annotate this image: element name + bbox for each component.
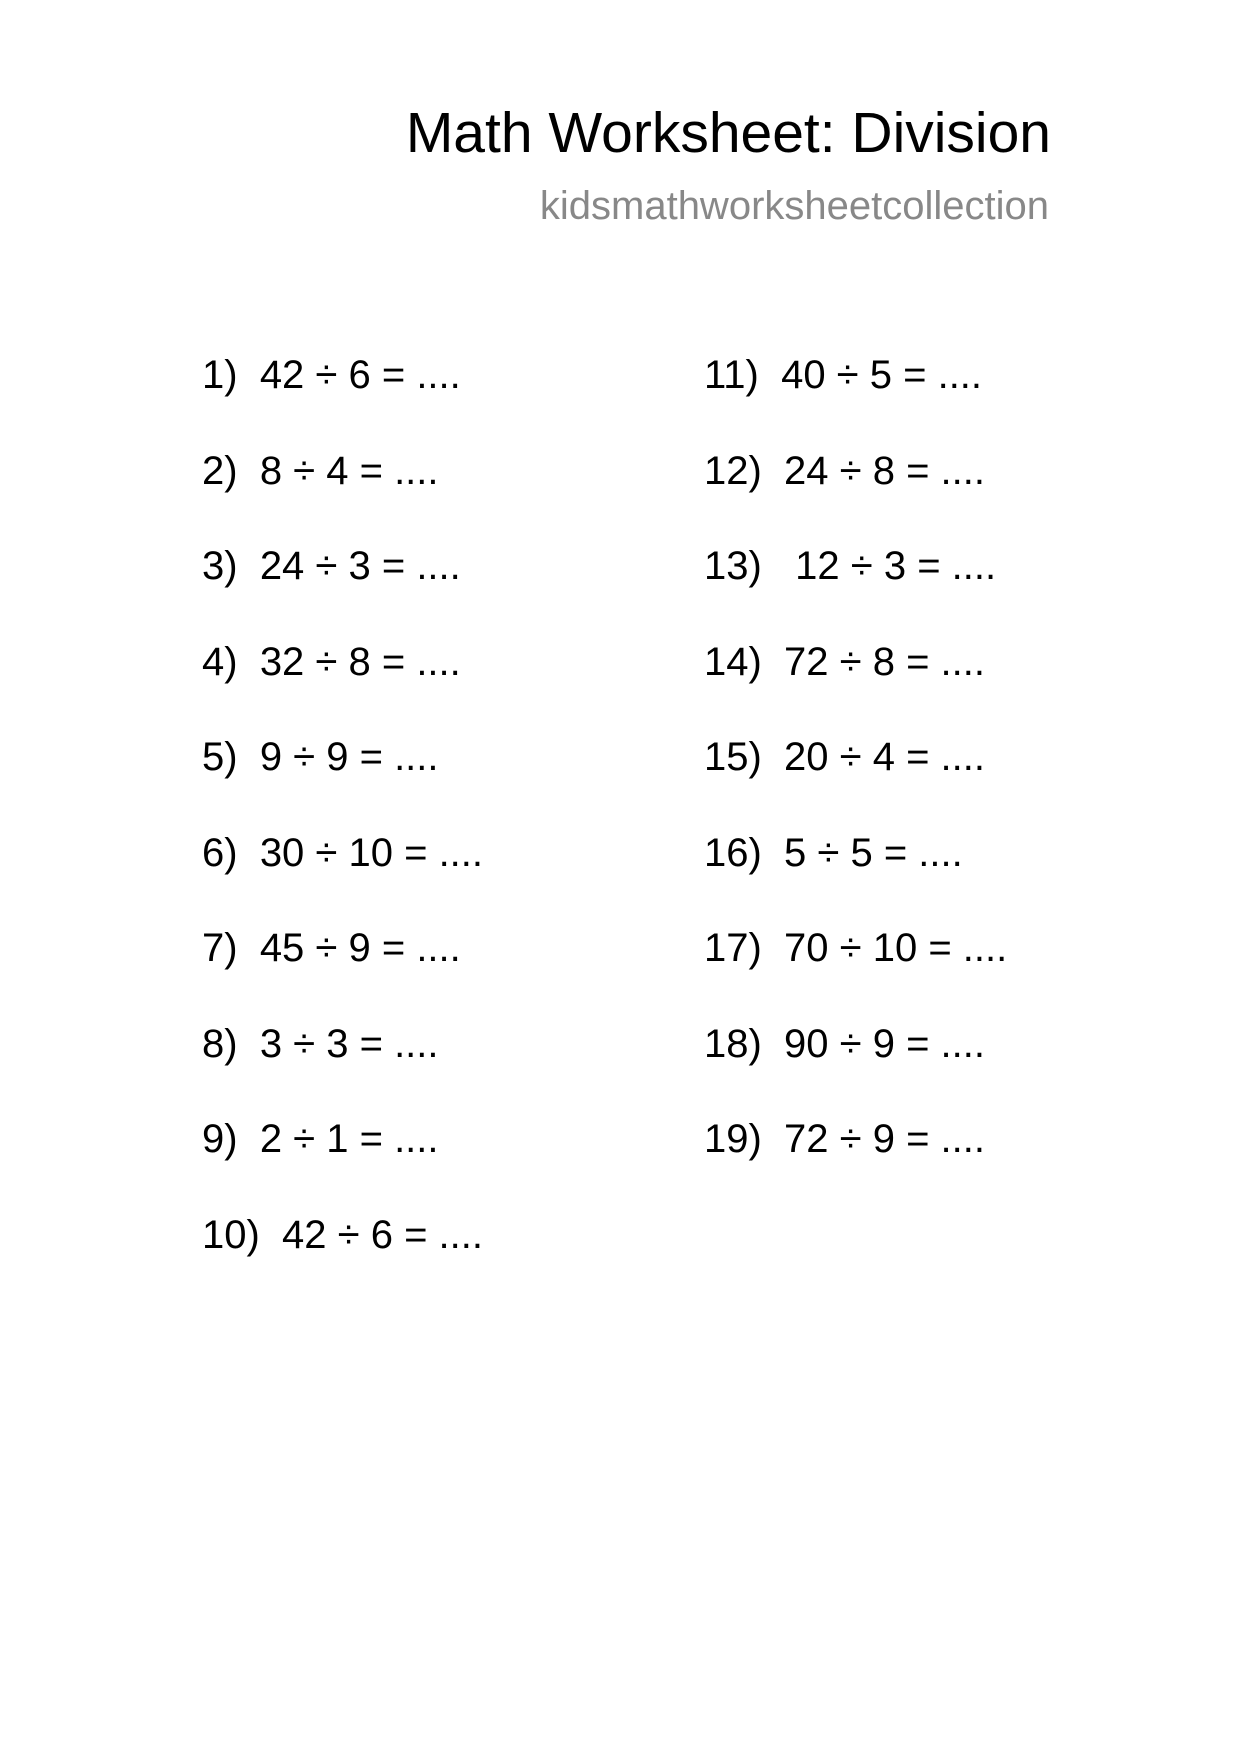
problem-expression: 20 ÷ 4 = ....	[784, 735, 986, 779]
problem-number: 7)	[202, 926, 238, 970]
problem-number: 17)	[704, 926, 762, 970]
problem-number: 9)	[202, 1117, 238, 1161]
problem-expression: 72 ÷ 9 = ....	[784, 1117, 986, 1161]
problem-item	[704, 1021, 1007, 1117]
problem-expression: 90 ÷ 9 = ....	[784, 1021, 986, 1066]
problem-expression: 70 ÷ 10 = ....	[784, 926, 1008, 970]
problem-expression: 12 ÷ 3 = ....	[784, 544, 997, 588]
problem-number: 14)	[704, 639, 762, 684]
problem-number: 13)	[704, 544, 762, 588]
problem-expression: 72 ÷ 8 = ....	[784, 639, 986, 684]
problem-number: 15)	[704, 735, 762, 779]
problem-item	[202, 352, 483, 448]
problem-number: 18)	[704, 1021, 762, 1066]
problem-expression: 3 ÷ 3 = ....	[259, 1021, 439, 1066]
problem-item	[202, 1116, 483, 1212]
problem-number: 8)	[202, 1021, 238, 1066]
problem-item	[704, 1116, 1007, 1212]
problem-number: 16)	[704, 830, 762, 875]
problem-expression: 45 ÷ 9 = ....	[259, 926, 461, 970]
problem-item	[202, 1212, 483, 1308]
problem-expression: 42 ÷ 6 = ....	[282, 1212, 484, 1257]
problem-number: 12)	[704, 448, 762, 493]
problem-expression: 30 ÷ 10 = ....	[259, 830, 484, 875]
problem-expression: 24 ÷ 8 = ....	[784, 448, 986, 493]
problem-item	[202, 830, 483, 926]
problem-number: 3)	[202, 544, 238, 588]
problem-item	[202, 448, 483, 544]
problem-number: 19)	[704, 1117, 762, 1161]
problems-column-right	[704, 352, 1007, 1212]
problem-item	[202, 1021, 483, 1117]
problem-item	[704, 352, 1007, 448]
problem-number: 10)	[202, 1212, 260, 1257]
problem-number: 1)	[202, 353, 238, 397]
problem-expression: 2 ÷ 1 = ....	[259, 1117, 439, 1161]
problem-item	[704, 925, 1007, 1021]
problem-item	[202, 543, 483, 639]
problem-item	[704, 830, 1007, 926]
problem-number: 5)	[202, 735, 238, 779]
problem-item	[202, 925, 483, 1021]
problem-number: 11)	[704, 353, 759, 397]
worksheet-title: Math Worksheet: Division	[405, 101, 1051, 165]
problem-number: 6)	[202, 830, 238, 875]
problems-column-left	[202, 352, 483, 1307]
problem-item	[704, 639, 1007, 735]
problem-expression: 5 ÷ 5 = ....	[784, 830, 963, 875]
problem-item	[202, 639, 483, 735]
problem-item	[202, 734, 483, 830]
problem-item	[704, 448, 1007, 544]
problem-number: 2)	[202, 448, 238, 493]
problem-expression: 9 ÷ 9 = ....	[259, 735, 439, 779]
problem-expression: 8 ÷ 4 = ....	[259, 448, 439, 493]
problem-expression: 24 ÷ 3 = ....	[259, 544, 461, 588]
problem-expression: 32 ÷ 8 = ....	[259, 639, 461, 684]
problem-expression: 42 ÷ 6 = ....	[259, 353, 461, 397]
problem-number: 4)	[202, 639, 238, 684]
problem-expression: 40 ÷ 5 = ....	[781, 353, 983, 397]
problem-item	[704, 734, 1007, 830]
problem-item	[704, 543, 1007, 639]
worksheet-source: kidsmathworksheetcollection	[539, 184, 1049, 228]
